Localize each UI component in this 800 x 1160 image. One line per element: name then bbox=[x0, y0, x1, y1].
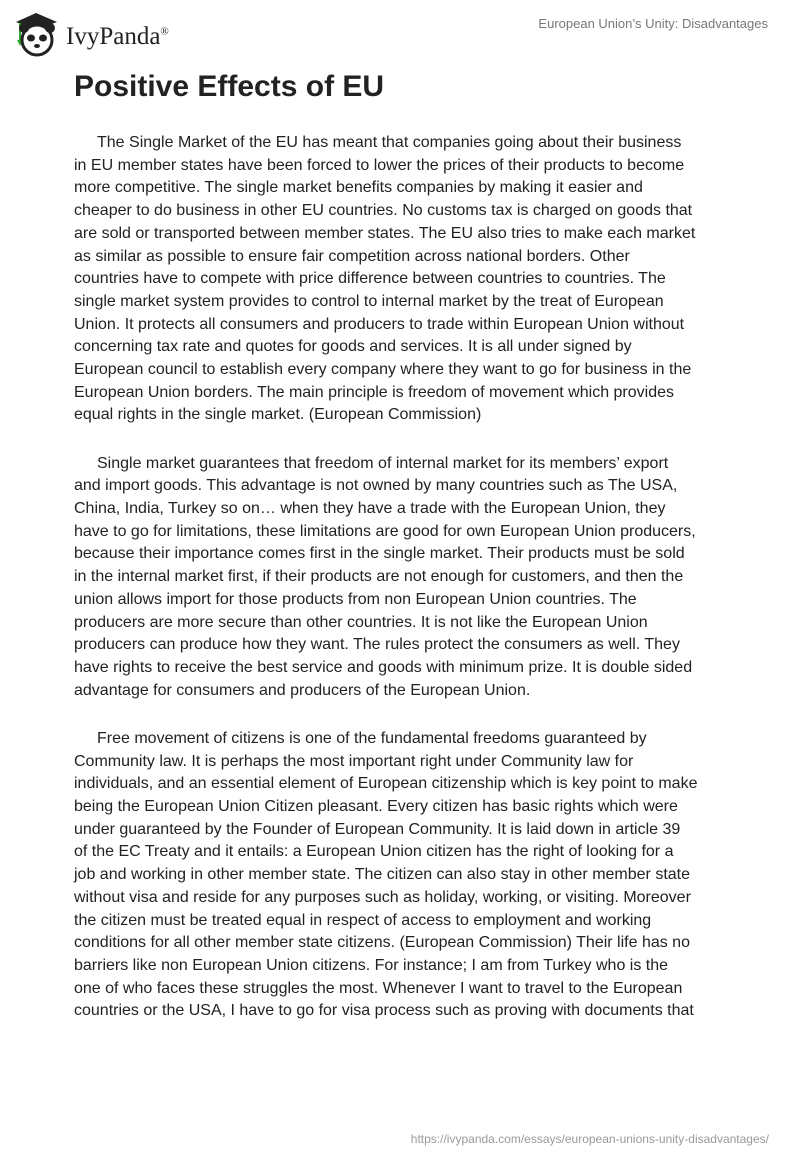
paragraph-line: producers are more secure than other countries. It is not like the European Union bbox=[74, 613, 648, 631]
paragraph bbox=[74, 453, 734, 703]
paragraph-line: more competitive. The single market benefits companies by making it easier and bbox=[74, 179, 643, 197]
paragraph-line: China, India, Turkey so on… when they have a trade with the European Union, they bbox=[74, 500, 666, 518]
source-url[interactable]: https://ivypanda.com/essays/european-unions-unity-disadvantages/ bbox=[410, 1132, 769, 1146]
paragraph-line: the citizen must be treated equal in respect of access to employment and working bbox=[74, 911, 652, 929]
paragraph-line: advantage for consumers and producers of the European Union. bbox=[74, 681, 531, 699]
paragraph-line: The Single Market of the EU has meant that companies going about their business bbox=[97, 134, 682, 151]
paragraph-line: barriers like non European Union citizens. For instance; I am from Turkey who is the bbox=[74, 956, 669, 974]
paragraph-line: being the European Union Citizen pleasant. Every citizen has basic rights which were bbox=[74, 797, 678, 815]
paragraph-line: have rights to receive the best service and goods with minimum prize. It is double sided bbox=[74, 658, 693, 676]
paragraph-line: in EU member states have been forced to lower the prices of their products to become bbox=[74, 156, 685, 174]
paragraph-line: conditions for all other member state citizens. (European Commission) Their life has no bbox=[74, 934, 690, 952]
logo-text: IvyPanda bbox=[66, 23, 161, 50]
paragraph-line: under guaranteed by the Founder of European Community. It is laid down in article 39 bbox=[74, 820, 681, 838]
paragraph bbox=[74, 728, 734, 1023]
paragraph-line: European council to establish every company where they want to go for business in the bbox=[74, 361, 692, 379]
paragraph-line: European Union borders. The main principle is freedom of movement which provides bbox=[74, 383, 675, 401]
paragraph-line: equal rights in the single market. (European Commission) bbox=[74, 406, 482, 424]
paragraph-line: single market system provides to control to internal market by the treat of European bbox=[74, 292, 664, 310]
document-title: European Union’s Unity: Disadvantages bbox=[538, 16, 768, 31]
paragraph-line: in the internal market first, if their products are not enough for customers, and then the bbox=[74, 568, 684, 586]
paragraph-line: cheaper to do business in other EU countries. No customs tax is charged on goods that bbox=[74, 202, 693, 220]
paragraph-line: Union. It protects all consumers and producers to trade within European Union without bbox=[74, 315, 685, 333]
paragraph-line: as similar as possible to ensure fair competition across national borders. Other bbox=[74, 247, 630, 265]
panda-graduate-icon bbox=[12, 8, 60, 58]
paragraph bbox=[74, 132, 734, 427]
paragraph-line: individuals, and an essential element of European citizenship which is key point to make bbox=[74, 775, 698, 793]
paragraph-line: countries or the USA, I have to go for visa process such as proving with documents that bbox=[74, 1002, 694, 1020]
paragraph-line: and import goods. This advantage is not owned by many countries such as The USA, bbox=[74, 477, 678, 495]
paragraph-line: producers can produce how they want. The rules protect the consumers as well. They bbox=[74, 636, 680, 654]
page-heading: Positive Effects of EU bbox=[74, 70, 385, 103]
article-body bbox=[74, 132, 734, 1049]
paragraph-line: Single market guarantees that freedom of internal market for its members’ export bbox=[97, 454, 669, 472]
paragraph-line: are sold or transported between member states. The EU also tries to make each market bbox=[74, 224, 696, 242]
ivypanda-logo[interactable] bbox=[12, 8, 169, 58]
paragraph-line: Free movement of citizens is one of the fundamental freedoms guaranteed by bbox=[97, 729, 647, 747]
paragraph-line: Community law. It is perhaps the most important right under Community law for bbox=[74, 752, 634, 770]
paragraph-line: concerning tax rate and quotes for goods and services. It is all under signed by bbox=[74, 338, 632, 356]
paragraph-line: without visa and reside for any purposes such as holiday, working, or visiting. Moreover bbox=[74, 888, 691, 906]
paragraph-line: because their importance comes first in the single market. Their products must be sold bbox=[74, 545, 685, 563]
paragraph-line: of the EC Treaty and it entails: a European Union citizen has the right of looking for a bbox=[74, 843, 674, 861]
paragraph-line: job and working in other member state. The citizen can also stay in other member state bbox=[74, 866, 691, 884]
paragraph-line: union allows import for those products from non European Union countries. The bbox=[74, 590, 637, 608]
paragraph-line: countries have to compete with price difference between countries to countries. The bbox=[74, 270, 666, 288]
paragraph-line: have to go for limitations, these limitations are good for own European Union producers, bbox=[74, 522, 696, 540]
paragraph-line: one of who faces these struggles the most. Whenever I want to travel to the European bbox=[74, 979, 683, 997]
registered-mark: ® bbox=[160, 25, 169, 38]
